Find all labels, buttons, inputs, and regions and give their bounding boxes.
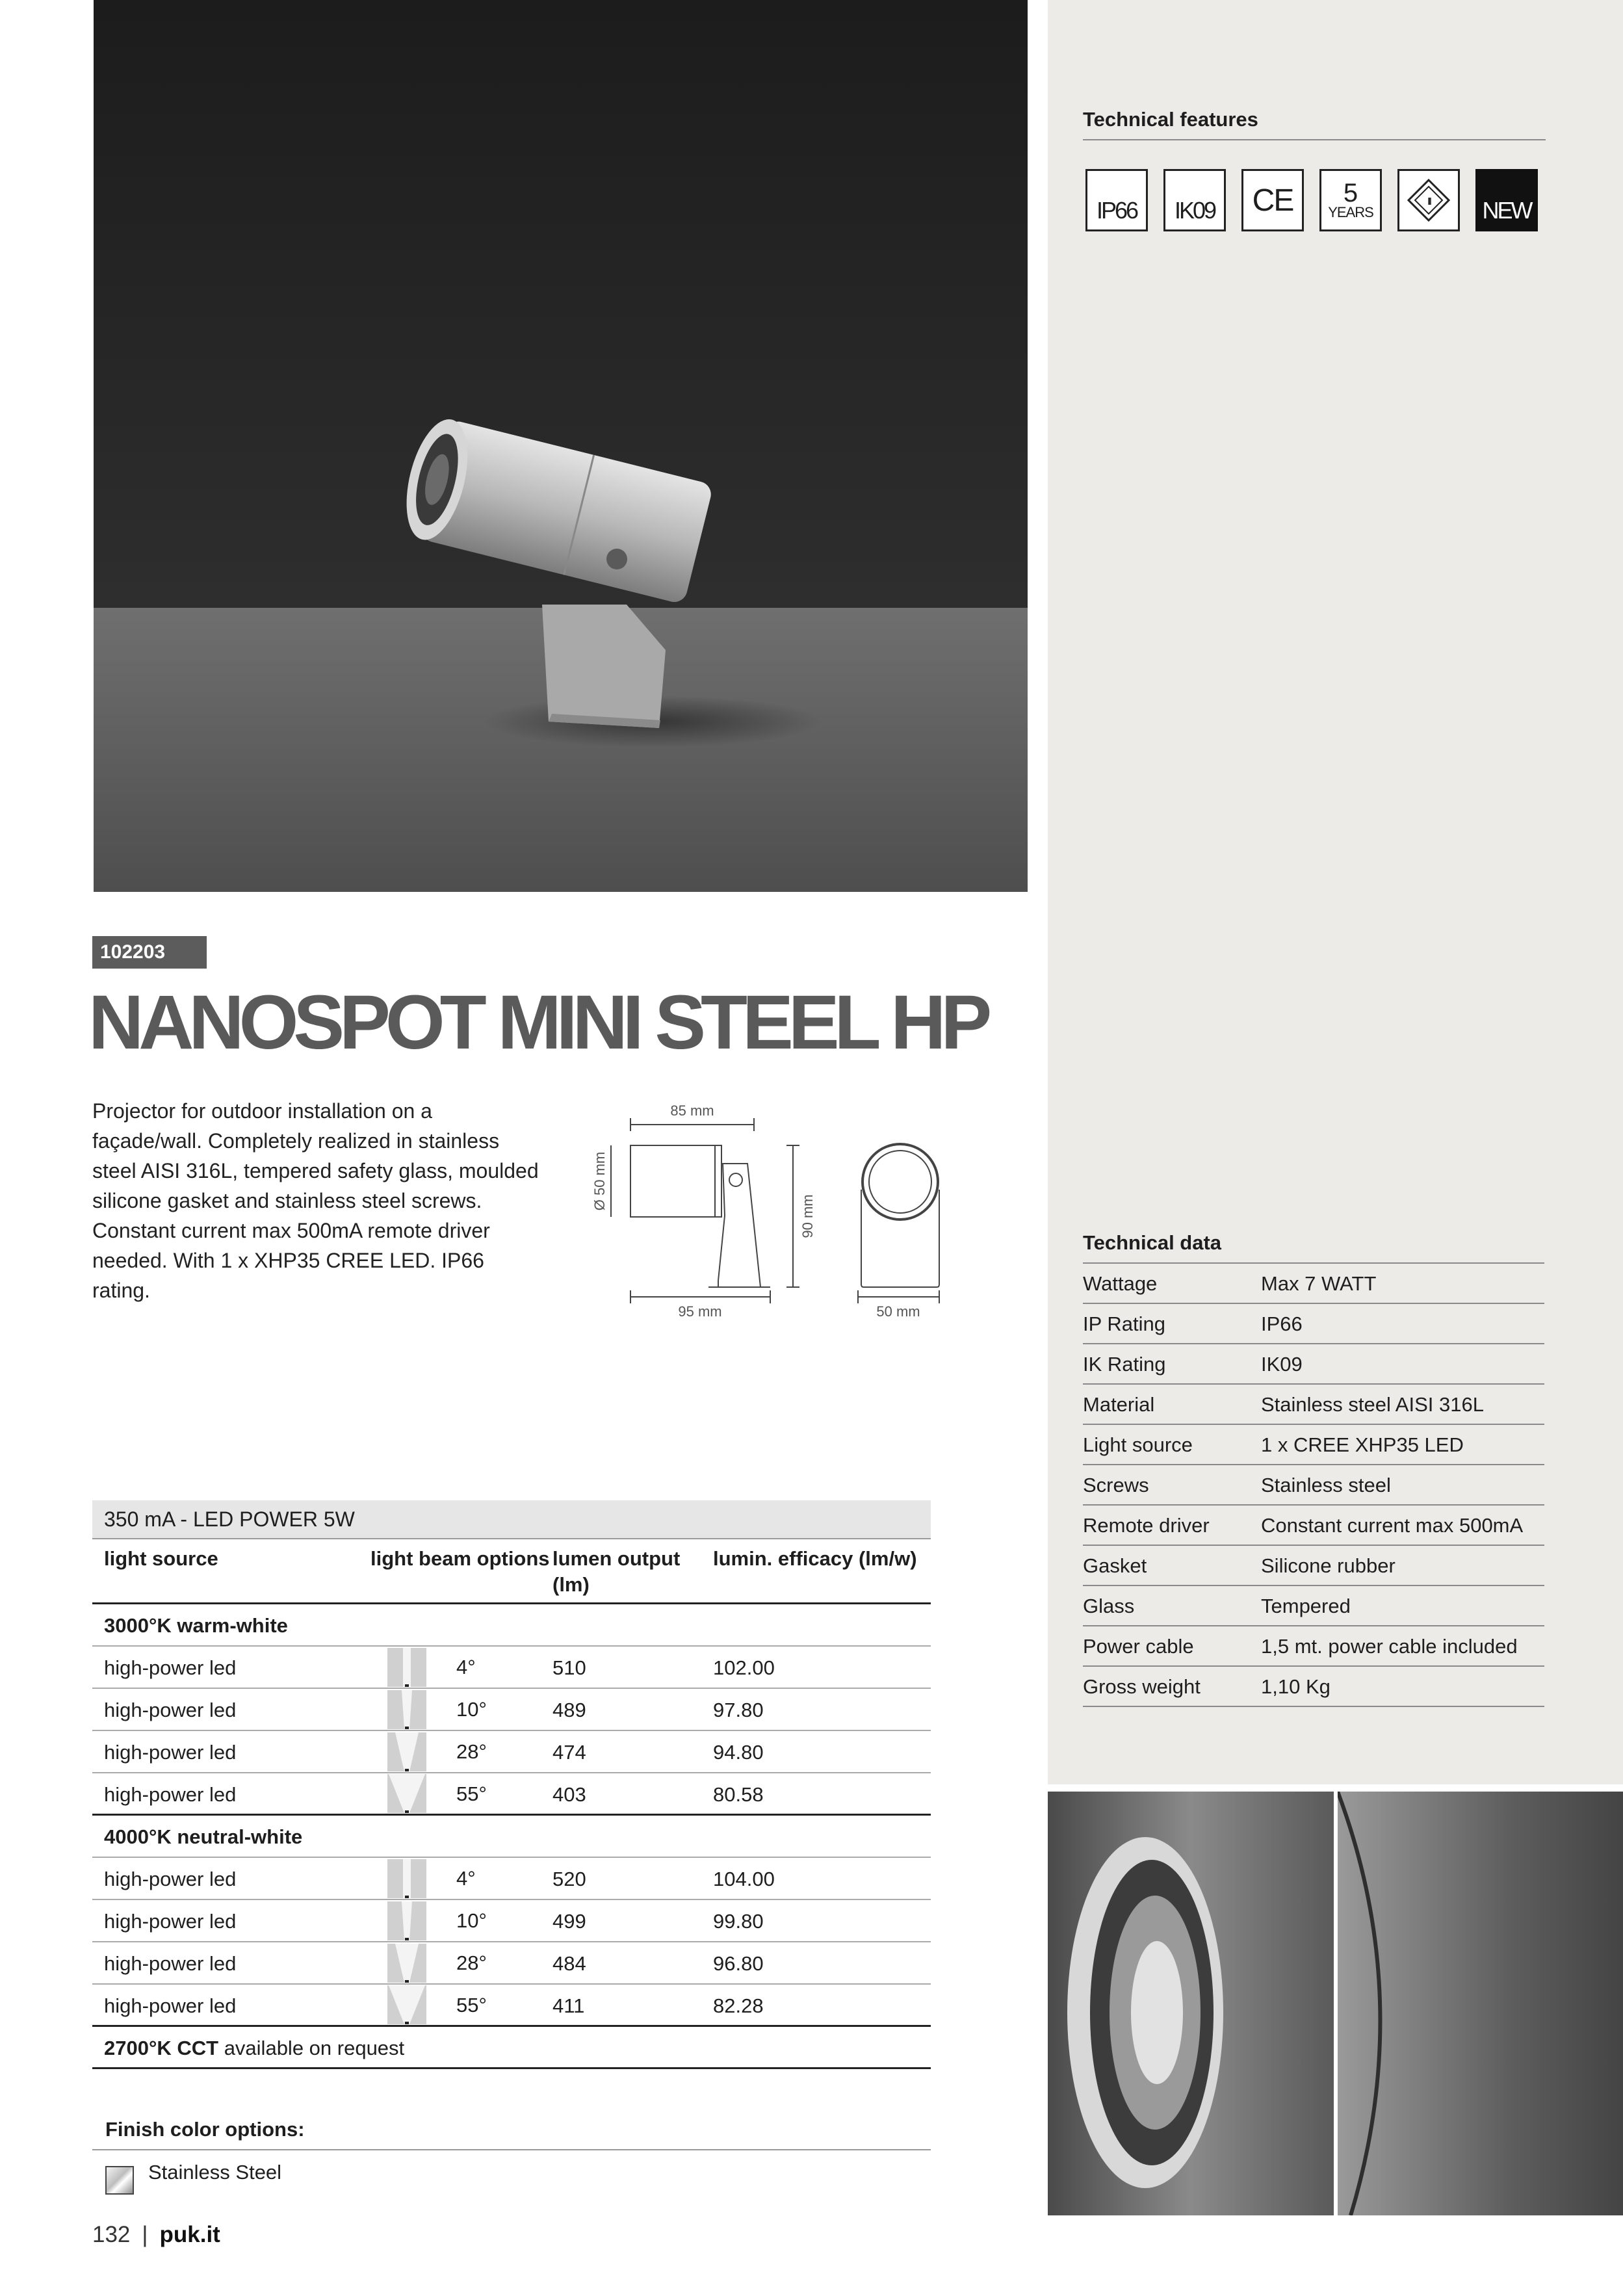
spec-row	[92, 1942, 931, 1985]
product-description: Projector for outdoor installation on a façade/wall. Completely realized in stainless steel AISI 316L, tempered safety glass, moulded silicone gasket and stainless steel screws. Constant current max 500mA remote driver needed. With 1 x XHP35 CREE LED. IP66 rating.	[92, 1099, 539, 1302]
specs-header: 350 mA - LED POWER 5W	[92, 1500, 931, 1539]
spec-efficacy: 94.80	[713, 1741, 764, 1764]
technical-data-key: IK Rating	[1083, 1353, 1166, 1376]
spec-efficacy: 97.80	[713, 1699, 764, 1721]
dim-height-label: 90 mm	[799, 1194, 816, 1238]
spec-row	[92, 1689, 931, 1731]
technical-data-key: Gasket	[1083, 1554, 1147, 1577]
spec-light-source: high-power led	[104, 1910, 237, 1933]
spec-beam-cell	[370, 1689, 552, 1730]
ce-mark-icon: CE	[1241, 169, 1304, 231]
spec-group-row: 4000°K neutral-white	[92, 1816, 931, 1858]
spec-efficacy: 96.80	[713, 1952, 764, 1975]
technical-data-row	[1083, 1424, 1544, 1464]
spec-lumen: 484	[552, 1952, 586, 1975]
technical-data-key: Remote driver	[1083, 1514, 1210, 1537]
spec-beam-angle: 10°	[456, 1698, 487, 1721]
warranty-years-label: YEARS	[1328, 204, 1373, 220]
specs-column-headers	[92, 1539, 931, 1604]
spec-beam-angle: 55°	[456, 1782, 487, 1805]
col-beam: light beam options	[370, 1547, 550, 1570]
technical-data-row	[1083, 1504, 1544, 1545]
spec-beam-angle: 55°	[456, 1993, 487, 2016]
finish-title: Finish color options:	[105, 2118, 305, 2141]
specs-body	[92, 1604, 931, 2027]
spec-efficacy: 102.00	[713, 1656, 775, 1679]
spec-light-source: high-power led	[104, 1699, 237, 1721]
spec-beam-cell	[370, 1942, 552, 1983]
spec-light-source: high-power led	[104, 1741, 237, 1764]
ik09-icon: IK09	[1163, 169, 1226, 231]
technical-data-row	[1083, 1303, 1544, 1343]
technical-data-value: Max 7 WATT	[1261, 1272, 1377, 1295]
spec-lumen: 474	[552, 1741, 586, 1764]
technical-data-table	[1083, 1262, 1544, 1707]
technical-data-row	[1083, 1545, 1544, 1585]
technical-data-value: 1 x CREE XHP35 LED	[1261, 1433, 1464, 1456]
spec-lumen: 403	[552, 1783, 586, 1806]
spec-beam-cell	[370, 1900, 552, 1941]
technical-data-key: Gross weight	[1083, 1675, 1201, 1698]
spec-lumen: 520	[552, 1868, 586, 1890]
specs-table	[92, 1500, 931, 2069]
spec-light-source: high-power led	[104, 1783, 237, 1806]
technical-data-value: Constant current max 500mA	[1261, 1514, 1524, 1537]
spec-beam-cell	[370, 1647, 552, 1688]
technical-data-row	[1083, 1665, 1544, 1706]
class-iii-label: III	[1427, 196, 1431, 207]
technical-data-value: 1,10 Kg	[1261, 1675, 1331, 1698]
technical-data-row	[1083, 1464, 1544, 1504]
detail-photo-lens	[1048, 1792, 1334, 2215]
cct-rest: available on request	[218, 2037, 405, 2059]
spec-group-row: 3000°K warm-white	[92, 1604, 931, 1647]
spec-efficacy: 82.28	[713, 1994, 764, 2017]
spec-row	[92, 1858, 931, 1900]
technical-data-value: Tempered	[1261, 1595, 1351, 1617]
technical-data-key: Material	[1083, 1393, 1155, 1416]
spec-light-source: high-power led	[104, 1868, 237, 1890]
class-iii-icon	[1397, 169, 1460, 231]
dim-top-label: 85 mm	[670, 1102, 714, 1119]
product-code-badge: 102203	[92, 936, 207, 969]
spec-efficacy: 104.00	[713, 1868, 775, 1890]
spec-beam-cell	[370, 1773, 552, 1814]
beam-angle-icon	[387, 1690, 426, 1729]
new-badge: NEW	[1475, 169, 1538, 231]
spec-lumen: 411	[552, 1994, 585, 2017]
cct-bold: 2700°K CCT	[104, 2037, 219, 2059]
technical-data-key: IP Rating	[1083, 1312, 1165, 1335]
ip66-icon: IP66	[1085, 169, 1148, 231]
beam-angle-icon	[387, 1648, 426, 1687]
spec-beam-angle: 28°	[456, 1740, 487, 1763]
beam-angle-icon	[387, 1944, 426, 1983]
spec-beam-cell	[370, 1858, 552, 1899]
technical-data-value: 1,5 mt. power cable included	[1261, 1635, 1518, 1658]
beam-angle-icon	[387, 1859, 426, 1898]
site-link[interactable]: puk.it	[159, 2222, 220, 2247]
technical-data-row	[1083, 1585, 1544, 1625]
spec-row	[92, 1985, 931, 2027]
technical-data-value: IP66	[1261, 1312, 1303, 1335]
col-efficacy: lumin. efficacy (lm/w)	[713, 1547, 917, 1570]
hero-product-photo	[94, 0, 1028, 892]
technical-features-divider	[1083, 139, 1546, 140]
technical-features-title: Technical features	[1083, 108, 1258, 131]
spec-beam-angle: 4°	[456, 1867, 476, 1890]
technical-data-value: Silicone rubber	[1261, 1554, 1396, 1577]
col-light-source: light source	[104, 1547, 218, 1570]
spec-beam-cell	[370, 1731, 552, 1772]
spec-row	[92, 1773, 931, 1816]
page-number: 132	[92, 2222, 131, 2247]
cct-note	[92, 2027, 931, 2069]
footer-separator: |	[142, 2222, 148, 2247]
dim-diameter-label: Ø 50 mm	[591, 1151, 608, 1211]
spec-row	[92, 1647, 931, 1689]
spec-light-source: high-power led	[104, 1994, 237, 2017]
technical-data-row	[1083, 1383, 1544, 1424]
beam-angle-icon	[387, 1901, 426, 1940]
technical-data-title: Technical data	[1083, 1231, 1222, 1254]
warranty-years-number: 5	[1343, 179, 1358, 207]
spec-light-source: high-power led	[104, 1952, 237, 1975]
technical-data-row	[1083, 1343, 1544, 1383]
page-footer	[92, 2222, 220, 2248]
spec-beam-angle: 28°	[456, 1951, 487, 1974]
detail-photo-texture	[1338, 1792, 1623, 2215]
spec-efficacy: 99.80	[713, 1910, 764, 1933]
spec-light-source: high-power led	[104, 1656, 237, 1679]
beam-angle-icon	[387, 1985, 426, 2024]
technical-data-value: Stainless steel AISI 316L	[1261, 1393, 1484, 1416]
finish-divider	[92, 2149, 931, 2150]
spec-lumen: 489	[552, 1699, 586, 1721]
spec-beam-cell	[370, 1985, 552, 2025]
beam-angle-icon	[387, 1732, 426, 1771]
dim-length-label: 95 mm	[678, 1303, 722, 1320]
feature-badges	[1085, 169, 1538, 231]
spec-beam-angle: 4°	[456, 1656, 476, 1678]
technical-data-key: Screws	[1083, 1474, 1149, 1496]
technical-data-row	[1083, 1625, 1544, 1665]
technical-data-value: Stainless steel	[1261, 1474, 1391, 1496]
product-title: NANOSPOT MINI STEEL HP	[88, 980, 987, 1065]
technical-data-key: Glass	[1083, 1595, 1135, 1617]
spec-lumen: 510	[552, 1656, 586, 1679]
dim-depth-label: 50 mm	[876, 1303, 920, 1320]
technical-data-key: Wattage	[1083, 1272, 1158, 1295]
technical-data-end-line	[1083, 1706, 1544, 1707]
technical-data-value: IK09	[1261, 1353, 1303, 1376]
technical-data-key: Power cable	[1083, 1635, 1194, 1658]
warranty-5-years-icon	[1319, 169, 1382, 231]
spec-lumen: 499	[552, 1910, 586, 1933]
spec-efficacy: 80.58	[713, 1783, 764, 1806]
spec-row	[92, 1731, 931, 1773]
spec-row	[92, 1900, 931, 1942]
finish-swatch-stainless	[105, 2166, 134, 2195]
finish-option-label: Stainless Steel	[148, 2161, 282, 2184]
spec-beam-angle: 10°	[456, 1909, 487, 1932]
beam-angle-icon	[387, 1774, 426, 1813]
dimension-drawing	[572, 1092, 962, 1326]
technical-data-row	[1083, 1262, 1544, 1303]
col-lumen: lumen output (lm)	[552, 1547, 681, 1596]
technical-data-key: Light source	[1083, 1433, 1193, 1456]
